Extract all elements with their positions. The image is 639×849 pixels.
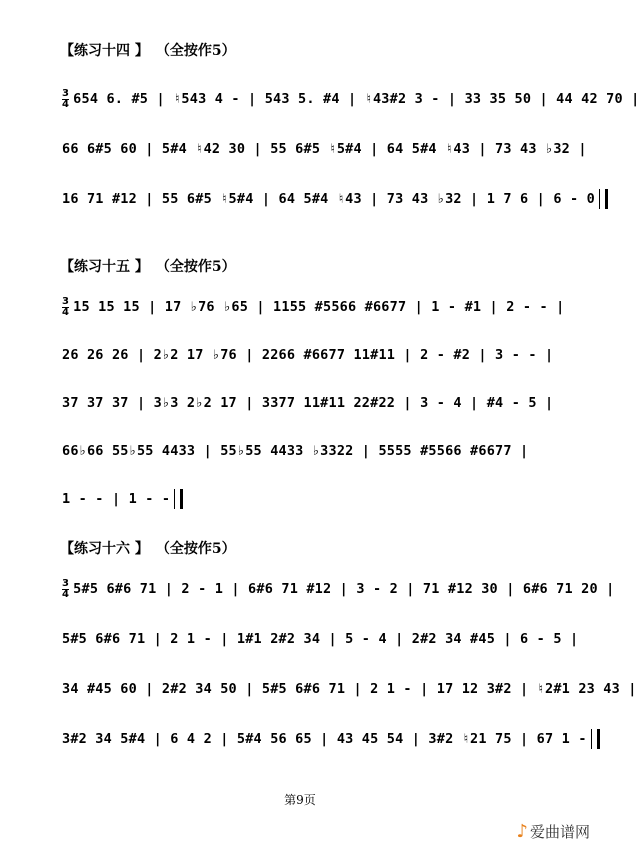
time-signature: $\frac{3}{4}$: [62, 577, 70, 600]
exercise-14-line-3: [62, 188, 595, 210]
page-number: 第9页: [284, 793, 316, 807]
time-signature: $\frac{3}{4}$: [62, 295, 70, 318]
notation-text: 15 15 15 | 17 ♭76 ♭65 | 1155 #5566 #6677 | 1 - #1 | 2 - - |: [73, 299, 565, 315]
logo-text: 爱曲谱网: [529, 823, 590, 841]
exercise-14-line-2: [62, 138, 587, 160]
notation-text: 5#5 6#6 71 | 2 - 1 | 6#6 71 #12 | 3 - 2 | 71 #12 30 | 6#6 71 20 |: [73, 581, 615, 597]
exercise-16-subtitle: （全按作5）: [162, 541, 236, 557]
notation-text: 5#5 6#6 71 | 2 1 - | 1#1 2#2 34 | 5 - 4 | 2#2 34 #45 | 6 - 5 |: [62, 631, 579, 647]
exercise-16-line-2: [62, 628, 579, 650]
exercise-16-line-3: [62, 678, 637, 700]
notation-text: 34 #45 60 | 2#2 34 50 | 5#5 6#6 71 | 2 1 - | 17 12 3#2 | ♮2#1 23 43 |: [62, 681, 637, 697]
exercise-14-heading: 【练习十四 】: [60, 43, 149, 59]
exercise-15-line-1: [62, 295, 565, 318]
exercise-15-line-2: [62, 344, 554, 366]
exercise-16-title: [60, 538, 236, 558]
notation-text: 16 71 #12 | 55 6#5 ♮5#4 | 64 5#4 ♮43 | 73 43 ♭32 | 1 7 6 | 6 - 0: [62, 191, 595, 207]
notation-text: 1 - - | 1 - -: [62, 491, 171, 507]
exercise-14-title: [60, 40, 236, 60]
final-barline: [591, 729, 600, 749]
notation-text: 26 26 26 | 2♭2 17 ♭76 | 2266 #6677 11#11 | 2 - #2 | 3 - - |: [62, 347, 554, 363]
site-logo: [516, 821, 590, 842]
exercise-16-heading: 【练习十六 】: [60, 541, 149, 557]
notation-text: 3#2 34 5#4 | 6 4 2 | 5#4 56 65 | 43 45 54 | 3#2 ♮21 75 | 67 1 -: [62, 731, 587, 747]
exercise-14-line-1: [62, 87, 639, 110]
exercise-16-line-1: [62, 577, 615, 600]
final-barline: [174, 489, 183, 509]
final-barline: [599, 189, 608, 209]
exercise-15-line-5: [62, 488, 544, 510]
notation-text: 654 6. #5 | ♮543 4 - | 543 5. #4 | ♮43#2 3 - | 33 35 50 | 44 42 70 |: [73, 91, 639, 107]
notation-text: 37 37 37 | 3♭3 2♭2 17 | 3377 11#11 22#22 | 3 - 4 | #4 - 5 |: [62, 395, 554, 411]
exercise-15-heading: 【练习十五 】: [60, 259, 149, 275]
exercise-16-line-4: [62, 728, 587, 750]
exercise-14-subtitle: （全按作5）: [162, 43, 236, 59]
exercise-15-line-3: [62, 392, 554, 414]
exercise-15-line-4: [62, 440, 544, 462]
notation-text: 66 6#5 60 | 5#4 ♮42 30 | 55 6#5 ♮5#4 | 64 5#4 ♮43 | 73 43 ♭32 |: [62, 141, 587, 157]
music-note-icon: ♪: [516, 821, 528, 842]
exercise-15-title: [60, 256, 236, 276]
time-signature: $\frac{3}{4}$: [62, 87, 70, 110]
notation-text: 66♭66 55♭55 4433 | 55♭55 4433 ♭3322 | 5555 #5566 #6677 |: [62, 443, 529, 459]
exercise-15-subtitle: （全按作5）: [162, 259, 236, 275]
